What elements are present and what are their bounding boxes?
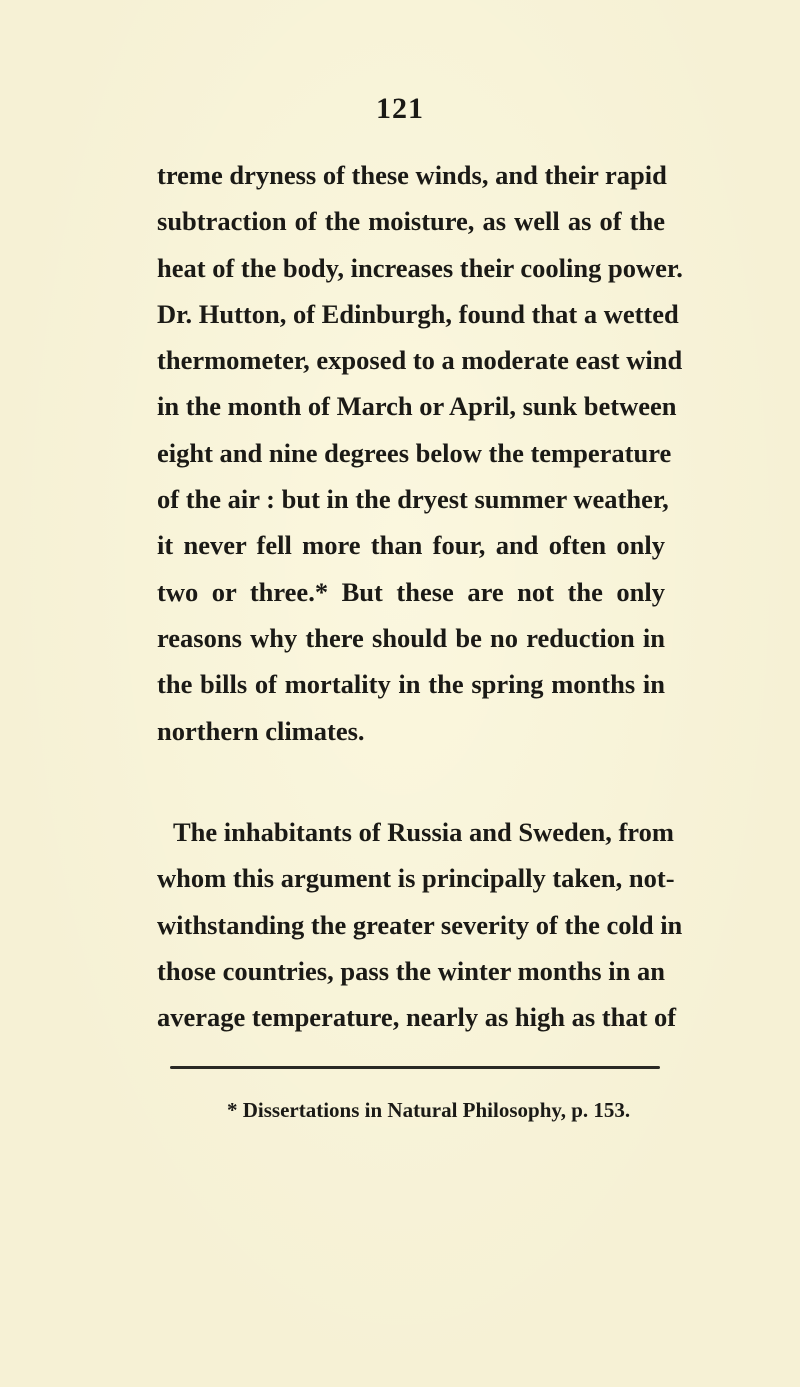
text-line: subtraction of the moisture, as well as of the — [157, 206, 665, 237]
text-line: treme dryness of these winds, and their rapid — [157, 160, 667, 190]
text-line: average temperature, nearly as high as that of — [157, 1002, 677, 1033]
text-line: heat of the body, increases their cooling power. — [157, 252, 683, 283]
text-line: thermometer, exposed to a moderate east wind — [157, 345, 683, 376]
text-line: The inhabitants of Russia and Sweden, from — [173, 817, 674, 847]
text-line: two or three.* But these are not the only — [157, 576, 665, 607]
text-line: northern climates. — [157, 715, 365, 746]
text-line: Dr. Hutton, of Edinburgh, found that a wetted — [157, 298, 679, 329]
text-line: those countries, pass the winter months in an — [157, 955, 665, 986]
paragraph-2 — [157, 809, 683, 1040]
paragraph-1 — [157, 152, 683, 754]
footnote: * Dissertations in Natural Philosophy, p. 153. — [227, 1098, 631, 1122]
text-line: in the month of March or April, sunk between — [157, 391, 677, 422]
text-line: eight and nine degrees below the temperature — [157, 437, 672, 468]
footnote-divider — [170, 1066, 660, 1069]
text-line: reasons why there should be no reduction in — [157, 622, 665, 653]
text-line: the bills of mortality in the spring months in — [157, 669, 665, 700]
text-line: withstanding the greater severity of the cold in — [157, 909, 683, 940]
text-line: whom this argument is principally taken, not- — [157, 863, 675, 894]
text-line: of the air : but in the dryest summer weather, — [157, 484, 669, 515]
page-number: 121 — [376, 92, 424, 125]
text-line: it never fell more than four, and often only — [157, 530, 665, 561]
